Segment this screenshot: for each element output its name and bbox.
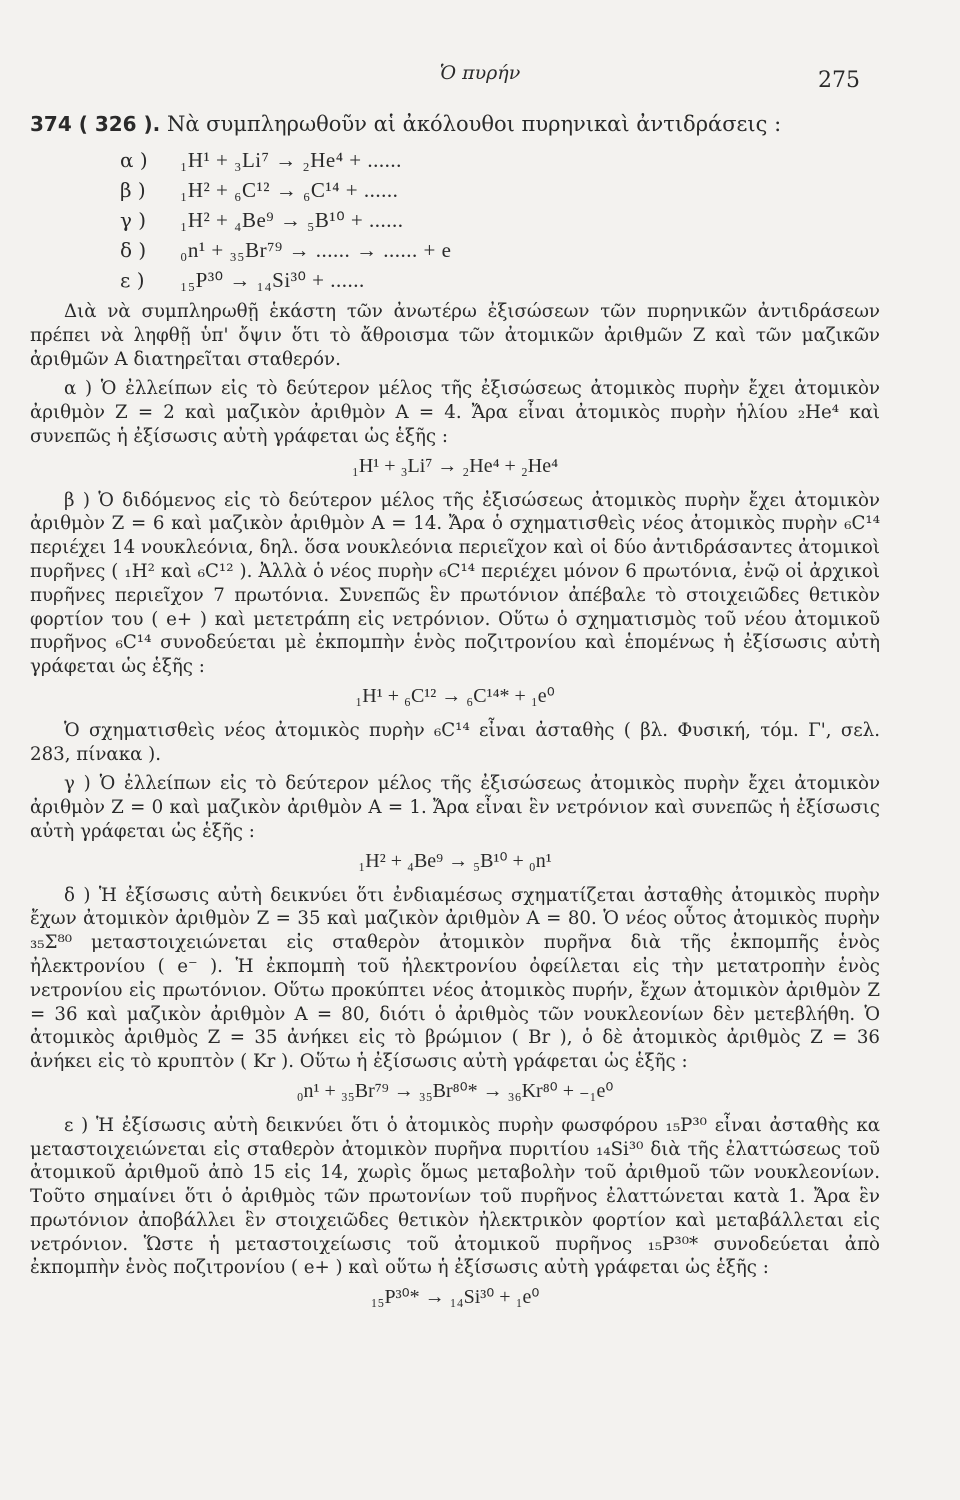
problem-statement — [30, 112, 876, 136]
reaction-label: ε ) — [120, 268, 145, 292]
problem-number: 374 ( 326 ). — [30, 112, 161, 136]
reaction-list — [120, 148, 820, 298]
delta-paragraph: δ ) Ἡ ἐξίσωσις αὐτὴ δεικνύει ὅτι ἐνδιαμέσως σχηματίζεται ἀσταθὴς ἀτομικὸς πυρὴν ἔχων ἀτομικὸν ἀριθμὸν Ζ = 35 καὶ μαζικὸν ἀριθμὸν Α = 80. Ὁ νέος οὗτος ἀτομικὸς πυρὴν ₃₅Σ⁸⁰ μεταστοιχειώνεται εἰς σταθερὸν ἀτομικὸν πυρῆνα διὰ τῆς ἐκπομπῆς ἑνὸς ἠλεκτρονίου ( e⁻ ). Ἡ ἐκπομπὴ τοῦ ἠλεκτρονίου ὀφείλεται εἰς τὴν μετατροπὴν ἑνὸς νετρονίου εἰς πρωτόνιον. Οὕτω προκύπτει νέος ἀτομικὸς πυρήν, ἔχων ἀτομικὸν ἀριθμὸν Ζ = 36 καὶ μαζικὸν ἀριθμὸν Α = 80, διότι ὁ ἀριθμὸς τῶν νουκλεονίων δὲν μετεβλήθη. Ὁ ἀτομικὸς ἀριθμὸς Ζ = 35 ἀνήκει εἰς τὸ βρώμιον ( Br ), ὁ δὲ ἀτομικὸς ἀριθμὸς Ζ = 36 ἀνήκει εἰς τὸ κρυπτὸν ( Kr ). Οὕτω ἡ ἐξίσωσις αὐτὴ γράφεται ὡς ἑξῆς : — [30, 884, 880, 1073]
reaction-equation: ₁H¹ + ₃Li⁷ → ₂He⁴ + ...... — [180, 148, 402, 172]
reaction-label: β ) — [120, 178, 146, 202]
epsilon-paragraph: ε ) Ἡ ἐξίσωσις αὐτὴ δεικνύει ὅτι ὁ ἀτομικὸς πυρὴν φωσφόρου ₁₅P³⁰ εἶναι ἀσταθὴς κα μεταστοιχειώνεται εἰς σταθερὸν ἀτομικὸν πυρῆνα πυριτίου ₁₄Si³⁰ διὰ τῆς ἐλαττώσεως τοῦ ἀτομικοῦ ἀριθμοῦ ἀπὸ 15 εἰς 14, χωρὶς ὅμως μεταβολὴν τοῦ ἀριθμοῦ τῶν νουκλεονίων. Τοῦτο σημαίνει ὅτι ὁ ἀριθμὸς τῶν πρωτονίων τοῦ πυρῆνος ἐλαττώνεται κατὰ 1. Ἄρα ἓν πρωτόνιον ἀποβάλλει ἓν στοιχειῶδες θετικὸν ἠλεκτρικὸν φορτίον καὶ μεταβάλλεται εἰς νετρόνιον. Ὥστε ἡ μεταστοιχείωσις τοῦ ἀτομικοῦ πυρῆνος ₁₅P³⁰* συνοδεύεται ἀπὸ ἐκπομπὴν ἑνὸς ποζιτρονίου ( e+ ) καὶ οὕτω ἡ ἐξίσωσις αὐτὴ γράφεται ὡς ἑξῆς : — [30, 1114, 880, 1279]
reaction-alpha — [120, 148, 820, 178]
running-head: Ὁ πυρήν — [439, 62, 521, 84]
reaction-label: α ) — [120, 148, 148, 172]
reaction-epsilon — [120, 268, 820, 298]
reaction-equation: ₁₅P³⁰ → ₁₄Si³⁰ + ...... — [180, 268, 365, 292]
delta-equation: ₀n¹ + ₃₅Br⁷⁹ → ₃₅Br⁸⁰* → ₃₆Kr⁸⁰ + ₋₁e⁰ — [296, 1079, 614, 1102]
alpha-paragraph: α ) Ὁ ἐλλείπων εἰς τὸ δεύτερον μέλος τῆς ἐξισώσεως ἀτομικὸς πυρὴν ἔχει ἀτομικὸν ἀριθμὸν Ζ = 2 καὶ μαζικὸν ἀριθμὸν Α = 4. Ἄρα εἶναι ἀτομικὸς πυρὴν ἡλίου ₂He⁴ καὶ συνεπῶς ἡ ἐξίσωσις αὐτὴ γράφεται ὡς ἑξῆς : — [30, 378, 880, 447]
reaction-gamma — [120, 208, 820, 238]
reaction-label: γ ) — [120, 208, 147, 232]
beta-paragraph: β ) Ὁ διδόμενος εἰς τὸ δεύτερον μέλος τῆς ἐξισώσεως ἀτομικὸς πυρὴν ἔχει ἀτομικὸν ἀριθμὸν Ζ = 6 καὶ μαζικὸν ἀριθμὸν Α = 14. Ἄρα ὁ σχηματισθεὶς νέος ἀτομικὸς πυρὴν ₆C¹⁴ περιέχει 14 νουκλεόνια, δηλ. ὅσα νουκλεόνια περιεῖχον καὶ οἱ δύο ἀντιδράσαντες ἀτομικοὶ πυρῆνες ( ₁H² καὶ ₆C¹² ). Ἀλλὰ ὁ νέος πυρὴν ₆C¹⁴ περιέχει μόνον 6 πρωτόνια, ἐνῷ οἱ ἀρχικοὶ πυρῆνες περιεῖχον 7 πρωτόνια. Συνεπῶς ἓν πρωτόνιον ἀπέβαλε τὸ στοιχειῶδες θετικὸν φορτίον του ( e+ ) καὶ μετετράπη εἰς νετρόνιον. Οὕτω ὁ σχηματισμὸς τοῦ νέου ἀτομικοῦ πυρῆνος ₆C¹⁴ συνοδεύεται μὲ ἐκπομπὴν ἑνὸς ποζιτρονίου καὶ ἑπομένως ἡ ἐξίσωσις αὐτὴ γράφεται ὡς ἑξῆς : — [30, 489, 880, 678]
reaction-label: δ ) — [120, 238, 147, 262]
alpha-equation: ₁H¹ + ₃Li⁷ → ₂He⁴ + ₂He⁴ — [351, 454, 559, 477]
reaction-delta — [120, 238, 820, 268]
solution-text — [30, 300, 880, 1320]
reaction-equation: ₁H² + ₆C¹² → ₆C¹⁴ + ...... — [180, 178, 399, 202]
page-number: 275 — [818, 68, 860, 93]
beta-note: Ὁ σχηματισθεὶς νέος ἀτομικὸς πυρὴν ₆C¹⁴ εἶναι ἀσταθὴς ( βλ. Φυσική, τόμ. Γ', σελ. 283, πίνακα ). — [30, 719, 880, 765]
beta-equation: ₁H¹ + ₆C¹² → ₆C¹⁴* + ₁e⁰ — [355, 684, 555, 707]
reaction-equation: ₀n¹ + ₃₅Br⁷⁹ → ...... → ...... + e — [180, 238, 452, 262]
gamma-equation: ₁H² + ₄Be⁹ → ₅B¹⁰ + ₀n¹ — [358, 849, 552, 872]
reaction-equation: ₁H² + ₄Be⁹ → ₅B¹⁰ + ...... — [180, 208, 404, 232]
gamma-paragraph: γ ) Ὁ ἐλλείπων εἰς τὸ δεύτερον μέλος τῆς ἐξισώσεως ἀτομικὸς πυρὴν ἔχει ἀτομικὸν ἀριθμὸν Ζ = 0 καὶ μαζικὸν ἀριθμὸν Α = 1. Ἄρα εἶναι ἓν νετρόνιον καὶ συνεπῶς ἡ ἐξίσωσις αὐτὴ γράφεται ὡς ἑξῆς : — [30, 773, 880, 842]
reaction-beta — [120, 178, 820, 208]
intro-paragraph: Διὰ νὰ συμπληρωθῇ ἑκάστη τῶν ἀνωτέρω ἐξισώσεων τῶν πυρηνικῶν ἀντιδράσεων πρέπει νὰ ληφθῇ ὑπ' ὄψιν ὅτι τὸ ἄθροισμα τῶν ἀτομικῶν ἀριθμῶν Ζ καὶ τῶν μαζικῶν ἀριθμῶν Α διατηρεῖται σταθερόν. — [30, 301, 880, 370]
problem-text: Νὰ συμπληρωθοῦν αἱ ἀκόλουθοι πυρηνικαὶ ἀντιδράσεις : — [166, 112, 782, 136]
epsilon-equation: ₁₅P³⁰* → ₁₄Si³⁰ + ₁e⁰ — [370, 1286, 540, 1309]
page-header — [0, 62, 960, 102]
